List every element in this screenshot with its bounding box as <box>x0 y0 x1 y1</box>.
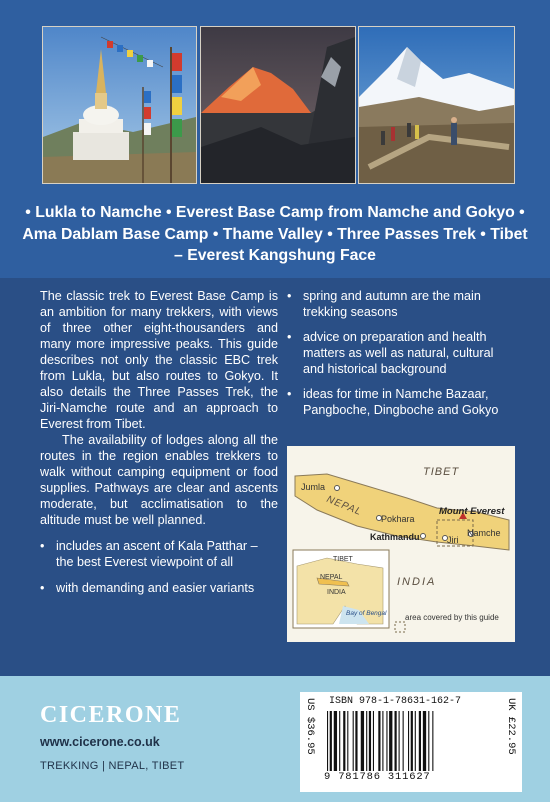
map-label-namche: Namche <box>467 528 501 538</box>
barcode-stripe <box>403 711 404 771</box>
right-feature-list <box>287 288 515 418</box>
map-label-jiri: Jiri <box>447 535 459 545</box>
barcode-stripe <box>411 711 413 771</box>
barcode-stripe <box>423 711 426 771</box>
feature-item: • spring and autumn are the main trekking seasons <box>287 288 515 320</box>
barcode-stripe <box>399 711 400 771</box>
barcode-stripe <box>339 711 340 771</box>
barcode-stripe <box>419 711 421 771</box>
barcode-stripe <box>369 711 371 771</box>
map-label-pokhara: Pokhara <box>381 514 415 524</box>
map-legend-area: area covered by this guide <box>405 613 499 622</box>
barcode-stripe <box>361 711 364 771</box>
inset-label-bay: Bay of Bengal <box>346 610 387 617</box>
photo-strip <box>0 0 550 196</box>
isbn-text: ISBN 978-1-78631-162-7 <box>329 696 462 707</box>
barcode-stripe <box>408 711 409 771</box>
barcode-stripe <box>327 711 328 771</box>
description-column <box>40 288 278 596</box>
barcode-stripe <box>428 711 429 771</box>
feature-item: • includes an ascent of Kala Patthar – the best Everest viewpoint of all <box>40 538 278 570</box>
uk-price: UK £22.95 <box>505 698 517 755</box>
category-label: TREKKING | NEPAL, TIBET <box>40 760 185 772</box>
left-feature-list <box>40 538 278 596</box>
barcode-stripe <box>373 711 374 771</box>
barcode-stripe <box>347 711 348 771</box>
barcode-stripe <box>334 711 337 771</box>
map-label-kathmandu: Kathmandu <box>370 532 420 542</box>
inset-label-tibet: TIBET <box>333 556 353 563</box>
map-label-jumla: Jumla <box>301 482 326 492</box>
sunset-peak-photo <box>200 26 356 184</box>
map-label-everest: Mount Everest <box>439 506 505 517</box>
barcode-stripe <box>386 711 387 771</box>
stupa-photo <box>42 26 197 184</box>
barcode-stripe <box>355 711 357 771</box>
barcode-stripe <box>389 711 392 771</box>
publisher-logo: CICERONE <box>40 702 182 728</box>
description-paragraph-1: The classic trek to Everest Base Camp is an ambition for many trekkers, with views of three other eight-thousanders and many more impressive peaks. This guide describes not only the classic EBC trek from Lukla, but also routes to Gokyo. It also details the Three Passes Trek, the Jiri-Namche route and an approach to Everest from Tibet. <box>40 289 278 431</box>
barcode-stripe <box>353 711 354 771</box>
barcode-stripe <box>366 711 367 771</box>
map-label-india: INDIA <box>397 576 437 588</box>
barcode-stripe <box>382 711 383 771</box>
trekkers-photo <box>358 26 515 184</box>
feature-item: • ideas for time in Namche Bazaar, Pangboche, Dingboche and Gokyo <box>287 386 515 418</box>
barcode-stripe <box>330 711 332 771</box>
feature-item: • with demanding and easier variants <box>40 580 278 596</box>
barcode-stripe <box>395 711 397 771</box>
description-paragraph-2: The availability of lodges along all the routes in the region enables trekkers to walk without camping equipment or food supplies. Pathways are clear and ascents moderate, but acclimatisation to the altitude must be well planned. <box>40 433 278 527</box>
barcode-stripe <box>343 711 345 771</box>
features-column <box>287 288 515 427</box>
barcode-stripe <box>415 711 416 771</box>
barcode-stripe <box>432 711 433 771</box>
map-label-tibet: TIBET <box>423 466 460 478</box>
region-map <box>287 446 515 642</box>
feature-item: • advice on preparation and health matters as well as natural, cultural and historical background <box>287 329 515 377</box>
inset-label-india: INDIA <box>327 589 346 596</box>
inset-label-nepal: NEPAL <box>320 574 343 581</box>
barcode-digits: 9 781786 311627 <box>324 771 431 783</box>
us-price: US $36.95 <box>304 698 316 755</box>
map-label-nepal: NEPAL <box>324 494 364 519</box>
barcode-stripe <box>378 711 380 771</box>
barcode-bars <box>327 711 487 771</box>
publisher-website: www.cicerone.co.uk <box>40 735 160 749</box>
route-list: • Lukla to Namche • Everest Base Camp from Namche and Gokyo • Ama Dablam Base Camp • Thame Valley • Three Passes Trek • Tibet – Everest Kangshung Face <box>22 204 528 264</box>
